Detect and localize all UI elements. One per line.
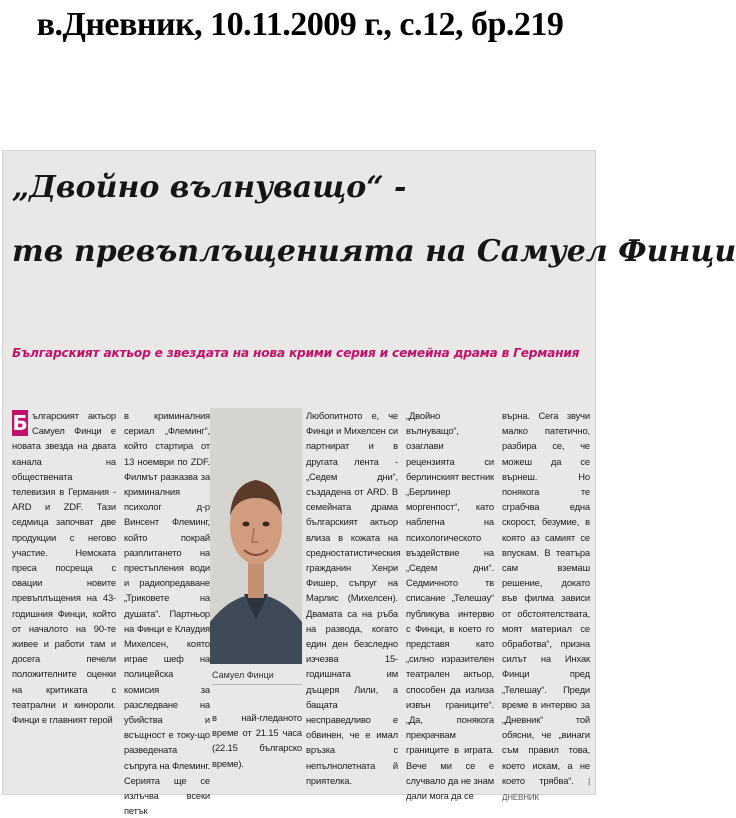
drop-cap: Б (12, 411, 28, 435)
source-citation: в.Дневник, 10.11.2009 г., с.12, бр.219 (36, 6, 564, 43)
column-5-text: върна. Сега звучи малко патетично, разбира се, че можеш да се върнеш. Но понякога те сграбчва една скорост, безумие, в която аз самият се впускам. В театъра сам вземаш решение, докато във филма зависи от обстоятелствата, моят материал се обработва“, призна силът на Инхак Финци пред „Телешау“. Преди време в интервю за „Дневник“ той обясни, че „винаги съм правил това, което искам, а не което трябва“. (502, 410, 590, 786)
byline: | ДНЕВНИК (502, 776, 590, 803)
headline-line-1: „Двойно вълнуващо“ - (12, 170, 407, 205)
article-column-3: Любопитното е, че Финци и Михелсен си партнират и в другата лента - „Седем дни“, създадена от ARD. В семейната драма българският актьор влиза в кожата на средностатистическия гражданин Хенри Фишер, съпруг на Марлис (Михелсен). Двамата са на ръба на развода, когато един ден безследно изчезва 15-годишната им дъщеря Лили, а бащата несправедливо е обвинен, че е имал връзка с непълнолетната й приятелка. (306, 410, 401, 786)
subheadline: Българският актьор е звездата на нова крими серия и семейна драма в Германия (12, 346, 580, 360)
portrait-photo (210, 408, 302, 664)
newspaper-clipping (2, 150, 736, 817)
article-column-1 (12, 408, 116, 727)
portrait-illustration (210, 408, 302, 664)
article-column-5 (502, 408, 590, 805)
headline-line-2: тв превъплъщенията на Самуел Финци (12, 234, 736, 269)
photo-caption: Самуел Финци (212, 670, 302, 685)
column-1-text: ългарският актьор Самуел Финци е новата звезда на двата канала на обществената телевизия в Германия - ARD и ZDF. Тази седмица започват две продукции с негово участие. Немската преса посреща с овации новите превъплъщения на 43-годишния Финци, който от началото на 90-те живее и работи там и досега печели положителните оценки на критиката с театрални и кинороли. Финци е главният герой (12, 410, 116, 726)
article-column-2-continued: в най-гледаното време от 21.15 часа (22.15 българско време). (212, 712, 302, 769)
article-column-4: „Двойно вълнуващо“, озаглави рецензията си берлинският вестник „Берлинер моргенпост“, като наблегна на психологическото въздействие на „Седем дни“. Седмичното тв списание „Телешау“ публикува интервю с Финци, в което го представя като „силно изразителен театрален актьор, способен да излиза извън границите“. „Да, понякога прекрачвам границите в играта. Вече ми се е случвало да не знам дали мога да се (406, 410, 494, 802)
article-column-2: в криминалния сериал „Флеминг“, който стартира от 13 ноември по ZDF. Филмът разказва за криминалния психолог д-р Винсент Флеминг, който покрай разплитането на престъпления води и радиопредаване „Триковете на душата“. Партньор на Финци е Клаудия Михелсен, която играе шеф на полицейска комисия за разследване на убийства и всъщност е току-що разведената съпруга на Флеминг. Серията ще се излъчва всеки петък (124, 410, 210, 817)
